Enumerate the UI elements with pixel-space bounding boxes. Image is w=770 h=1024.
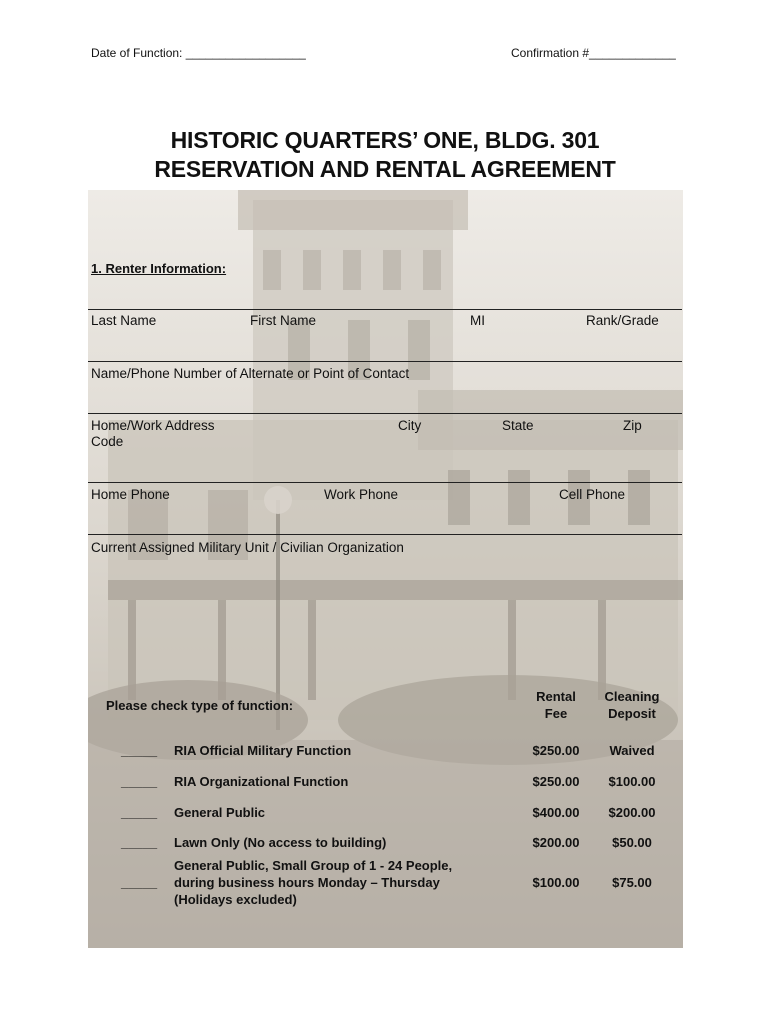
home-phone-label: Home Phone	[91, 487, 170, 502]
date-of-function-field[interactable]: Date of Function: __________________	[91, 46, 306, 60]
first-name-label: First Name	[250, 313, 317, 328]
function-checkbox-blank[interactable]: _____	[121, 805, 158, 820]
function-checkbox-blank[interactable]: _____	[121, 835, 158, 850]
section-renter-information-heading: 1. Renter Information:	[91, 261, 227, 276]
last-name-label: Last Name	[91, 313, 157, 328]
rank-grade-label: Rank/Grade	[586, 313, 659, 328]
rental-fee-value: $250.00	[532, 743, 580, 758]
form-line-row4	[88, 482, 682, 483]
form-line-row3	[88, 413, 682, 414]
function-checkbox-blank[interactable]: _____	[121, 875, 158, 890]
zip-label: Zip	[623, 418, 642, 433]
confirmation-number-field[interactable]: Confirmation #_____________	[511, 46, 676, 60]
state-label: State	[502, 418, 534, 433]
cleaning-deposit-header-line2: Deposit	[608, 706, 656, 721]
function-label: Lawn Only (No access to building)	[174, 835, 387, 850]
form-line-row5	[88, 534, 682, 535]
rental-fee-value: $100.00	[532, 875, 580, 890]
function-label: General Public	[174, 805, 266, 820]
function-label-line3: (Holidays excluded)	[174, 892, 297, 907]
cleaning-deposit-value: $50.00	[612, 835, 652, 850]
code-label: Code	[91, 434, 124, 449]
rental-fee-value: $400.00	[532, 805, 580, 820]
cleaning-deposit-value: $200.00	[608, 805, 656, 820]
page-title-line2: RESERVATION AND RENTAL AGREEMENT	[154, 156, 616, 182]
military-unit-label: Current Assigned Military Unit / Civilian Organization	[91, 540, 404, 555]
function-checkbox-blank[interactable]: _____	[121, 774, 158, 789]
rental-fee-header-line1: Rental	[536, 689, 576, 704]
rental-fee-header-line2: Fee	[544, 706, 568, 721]
page-title-line1: HISTORIC QUARTERS’ ONE, BLDG. 301	[170, 127, 600, 153]
function-type-prompt: Please check type of function:	[106, 698, 294, 713]
function-label-line1: General Public, Small Group of 1 - 24 People,	[174, 858, 453, 873]
function-label-line2: during business hours Monday – Thursday	[174, 875, 440, 890]
city-label: City	[398, 418, 422, 433]
cleaning-deposit-value: $75.00	[612, 875, 652, 890]
form-line-row2	[88, 361, 682, 362]
rental-fee-value: $250.00	[532, 774, 580, 789]
function-label: RIA Official Military Function	[174, 743, 352, 758]
cell-phone-label: Cell Phone	[559, 487, 626, 502]
cleaning-deposit-value: Waived	[609, 743, 655, 758]
rental-fee-value: $200.00	[532, 835, 580, 850]
form-line-row1	[88, 309, 682, 310]
home-work-address-label: Home/Work Address	[91, 418, 215, 433]
alternate-contact-label: Name/Phone Number of Alternate or Point of Contact	[91, 366, 410, 381]
function-label: RIA Organizational Function	[174, 774, 349, 789]
mi-label: MI	[470, 313, 485, 328]
function-checkbox-blank[interactable]: _____	[121, 743, 158, 758]
work-phone-label: Work Phone	[324, 487, 399, 502]
cleaning-deposit-value: $100.00	[608, 774, 656, 789]
cleaning-deposit-header-line1: Cleaning	[604, 689, 660, 704]
